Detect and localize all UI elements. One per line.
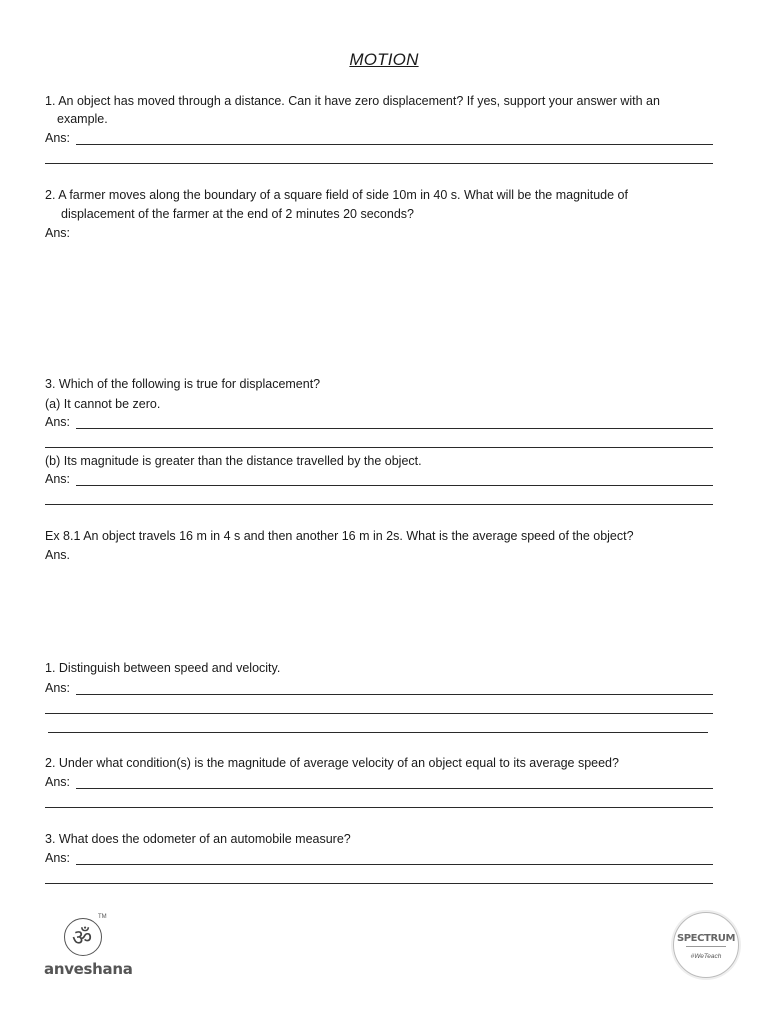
anveshana-logo bbox=[44, 914, 134, 982]
logo-wordmark: anveshana bbox=[44, 960, 133, 978]
option-b: (b) Its magnitude is greater than the distance travelled by the object. bbox=[45, 454, 422, 468]
answer-label: Ans: bbox=[45, 415, 71, 429]
answer-line[interactable] bbox=[45, 163, 713, 164]
exercise-8-1-text: Ex 8.1 An object travels 16 m in 4 s and then another 16 m in 2s. What is the average speed of the object? bbox=[45, 529, 634, 543]
answer-line[interactable] bbox=[76, 428, 713, 429]
answer-line[interactable] bbox=[76, 144, 713, 145]
question-2-text: 2. A farmer moves along the boundary of a square field of side 10m in 40 s. What will be the magnitude of bbox=[45, 188, 628, 202]
question-average-velocity: 2. Under what condition(s) is the magnitude of average velocity of an object equal to its average speed? bbox=[45, 756, 619, 770]
answer-line[interactable] bbox=[48, 732, 708, 733]
om-glyph-icon: ॐ bbox=[72, 926, 93, 951]
spectrum-wordmark: SPECTRUM bbox=[676, 933, 736, 944]
answer-line[interactable] bbox=[76, 864, 713, 865]
question-1-text: 1. An object has moved through a distance. Can it have zero displacement? If yes, support your answer with an bbox=[45, 94, 660, 108]
page-title: MOTION bbox=[349, 50, 419, 69]
question-odometer: 3. What does the odometer of an automobile measure? bbox=[45, 832, 351, 846]
logo-swoosh bbox=[686, 946, 726, 950]
answer-line[interactable] bbox=[45, 807, 713, 808]
answer-line[interactable] bbox=[76, 485, 713, 486]
answer-label: Ans: bbox=[45, 775, 71, 789]
answer-label: Ans. bbox=[45, 548, 71, 562]
question-speed-velocity: 1. Distinguish between speed and velocity. bbox=[45, 661, 281, 675]
logo-tagline: #WeTeach bbox=[690, 953, 722, 960]
answer-label: Ans: bbox=[45, 472, 71, 486]
answer-line[interactable] bbox=[45, 447, 713, 448]
trademark-mark: TM bbox=[98, 914, 107, 920]
option-a: (a) It cannot be zero. bbox=[45, 397, 161, 411]
answer-line[interactable] bbox=[76, 788, 713, 789]
answer-label: Ans: bbox=[45, 681, 71, 695]
question-2-text-cont: displacement of the farmer at the end of 2 minutes 20 seconds? bbox=[61, 207, 414, 221]
answer-line[interactable] bbox=[45, 883, 713, 884]
spectrum-logo bbox=[673, 912, 739, 978]
question-3-text: 3. Which of the following is true for displacement? bbox=[45, 377, 321, 391]
answer-line[interactable] bbox=[76, 694, 713, 695]
answer-label: Ans: bbox=[45, 131, 71, 145]
answer-label: Ans: bbox=[45, 226, 71, 240]
answer-label: Ans: bbox=[45, 851, 71, 865]
question-1-text-cont: example. bbox=[57, 112, 108, 126]
answer-line[interactable] bbox=[45, 713, 713, 714]
answer-line[interactable] bbox=[45, 504, 713, 505]
